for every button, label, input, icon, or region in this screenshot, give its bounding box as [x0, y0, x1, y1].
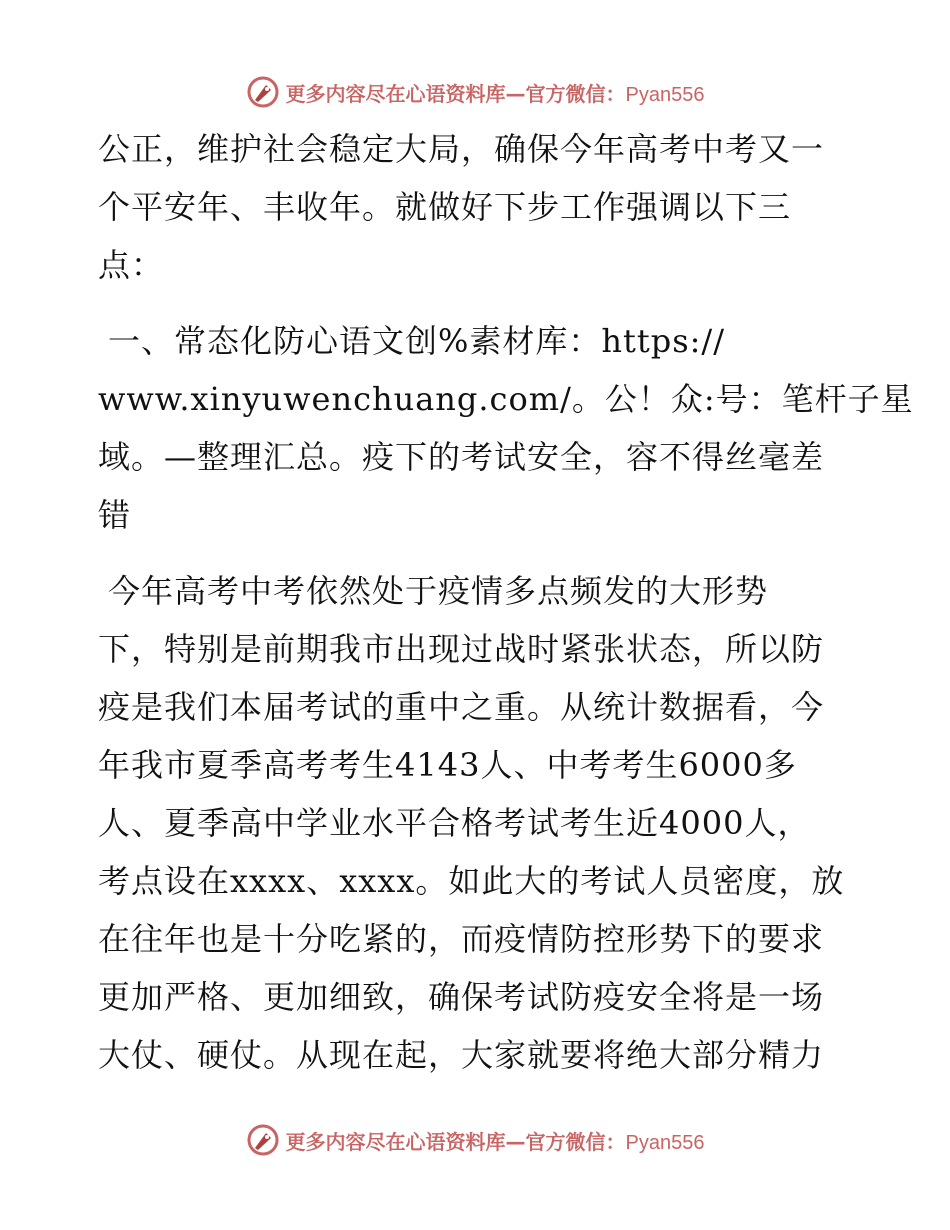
- document-body: [98, 120, 914, 1084]
- banner-wechat-label: 官方微信：: [525, 81, 626, 106]
- banner-dash: —: [505, 1129, 526, 1154]
- header-banner-text: [286, 78, 705, 107]
- text-line: 错: [98, 496, 132, 534]
- banner-main-text: 更多内容尽在心语资料库: [285, 81, 506, 106]
- text-line: 大仗、硬仗。从现在起，大家就要将绝大部分精力: [98, 1036, 825, 1074]
- paragraph-2-heading: [98, 312, 914, 544]
- banner-dash: —: [505, 81, 526, 106]
- banner-main-text: 更多内容尽在心语资料库: [285, 1129, 506, 1154]
- paragraph-3: [98, 562, 858, 1084]
- text-line: 域。—整理汇总。疫下的考试安全，容不得丝毫差: [98, 438, 825, 476]
- banner-wechat-label: 官方微信：: [525, 1129, 626, 1154]
- text-line: 下，特别是前期我市出现过战时紧张状态，所以防: [98, 630, 825, 668]
- text-line: 点：: [98, 246, 165, 284]
- banner-wechat-id: Pyan556: [625, 1131, 705, 1154]
- footer-banner-text: [286, 1126, 705, 1155]
- paragraph-1: [98, 120, 858, 294]
- text-line: 公正，维护社会稳定大局，确保今年高考中考又一: [98, 130, 825, 168]
- pen-nib-logo-icon: [246, 75, 280, 109]
- banner-wechat-id: Pyan556: [625, 83, 705, 106]
- text-line: www.xinyuwenchuang.com/。公！众:号：笔杆子星: [98, 380, 914, 418]
- text-line: 一、常态化防心语文创%素材库：https://: [108, 322, 725, 360]
- text-line: 人、夏季高中学业水平合格考试考生近4000人，: [98, 804, 811, 842]
- text-line: 在往年也是十分吃紧的，而疫情防控形势下的要求: [98, 920, 825, 958]
- text-line: 考点设在xxxx、xxxx。如此大的考试人员密度，放: [98, 862, 845, 900]
- footer-banner: [0, 1118, 950, 1162]
- header-banner: [0, 70, 950, 114]
- pen-nib-logo-icon: [246, 1123, 280, 1157]
- text-line: 个平安年、丰收年。就做好下步工作强调以下三: [98, 188, 792, 226]
- text-line: 更加严格、更加细致，确保考试防疫安全将是一场: [98, 978, 825, 1016]
- text-line: 疫是我们本届考试的重中之重。从统计数据看，今: [98, 688, 825, 726]
- text-line: 年我市夏季高考考生4143人、中考考生6000多: [98, 746, 797, 784]
- text-line: 今年高考中考依然处于疫情多点频发的大形势: [108, 572, 769, 610]
